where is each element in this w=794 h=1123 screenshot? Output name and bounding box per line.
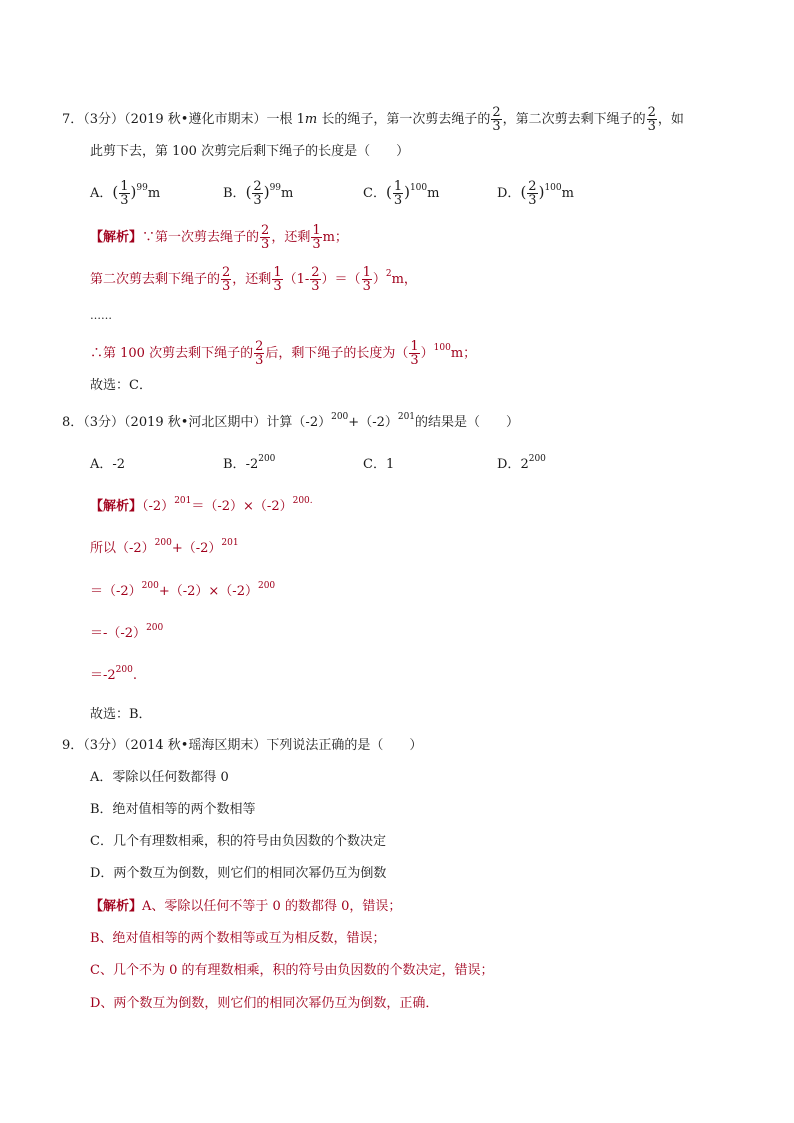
q9-analysis-line3: C、几个不为 0 的有理数相乘，积的符号由负因数的个数决定，错误； [90, 963, 494, 978]
q9-option-d[interactable]: D．两个数互为倒数，则它们的相同次幂仍互为倒数 [90, 866, 387, 881]
q7-score: （3分） [83, 112, 125, 127]
q8-analysis-line1: 【解析】$(-2)^{201}=(-2)\times(-2)^{200.}$ [90, 496, 313, 514]
q7-stem-line2: 此剪下去，第 100 次剪完后剩下绳子的长度是（ ） [90, 144, 410, 159]
q7-analysis-line2: 第二次剪去剩下绳子的 $\frac{2}{3}$ ，还剩 $\frac{1}{3}$ （1- $\frac{2}{3}$ ）＝（ $\frac{1}{3}$ ）$^2$m， [90, 265, 417, 294]
q7-stem-a: 一根 1 [266, 112, 305, 127]
q8-stem: 8．（3分）（2019 秋•河北区期中）计算$(-2)^{200}+(-2)^{201}$的结果是（ ） [62, 412, 520, 430]
analysis-tag: 【解析】 [90, 899, 143, 914]
q7-stem-line1 [62, 106, 684, 133]
q7-option-d[interactable]: D．( $\frac{2}{3}$ )$^{100}$m [497, 179, 574, 208]
q7-fraction-two-thirds: $\frac{2}{3}$ [647, 105, 656, 134]
analysis-tag: 【解析】 [90, 230, 143, 245]
q8-answer: 故选：B． [90, 707, 152, 722]
q7-option-b[interactable]: B．( $\frac{2}{3}$ )$^{99}$m [223, 179, 294, 208]
q8-option-d[interactable]: D．$2^{200}$ [497, 454, 546, 472]
q7-option-c[interactable]: C．( $\frac{1}{3}$ )$^{100}$m [363, 179, 440, 208]
q7-number: 7． [62, 112, 84, 127]
q7-stem-unit: m [304, 112, 318, 127]
q9-option-c[interactable]: C．几个有理数相乘，积的符号由负因数的个数决定 [90, 834, 386, 849]
q8-option-a[interactable]: A．-2 [90, 457, 126, 472]
q7-stem-c: ，第二次剪去剩下绳子的 [502, 112, 646, 127]
q9-option-a[interactable]: A．零除以任何数都得 0 [90, 770, 229, 785]
q8-analysis-line5: $=-2^{200}$. [90, 665, 137, 683]
q9-analysis-line1: 【解析】A、零除以任何不等于 0 的数都得 0，错误； [90, 899, 402, 914]
q9-stem: 9．（3分）（2014 秋•瑶海区期末）下列说法正确的是（ ） [62, 738, 423, 753]
q7-stem-b: 长的绳子，第一次剪去绳子的 [317, 112, 491, 127]
q7-analysis-ellipsis: …… [90, 309, 112, 322]
q7-stem-d: ，如 [657, 112, 684, 127]
q8-analysis-line4: $=-(-2)^{200}$ [90, 623, 164, 641]
analysis-tag: 【解析】 [90, 499, 143, 514]
q7-source: （2019 秋•遵化市期末） [124, 112, 267, 127]
q9-analysis-line4: D、两个数互为倒数，则它们的相同次幂仍互为倒数，正确． [90, 996, 439, 1011]
q7-analysis-line1: 【解析】∵第一次剪去绳子的 $\frac{2}{3}$ ，还剩 $\frac{1}{3}$ m； [90, 223, 348, 252]
q7-option-a[interactable]: A．( $\frac{1}{3}$ )$^{99}$m [90, 179, 161, 208]
q8-analysis-line2: 所以$(-2)^{200}+(-2)^{201}$ [90, 538, 239, 556]
q8-option-b[interactable]: B．$-2^{200}$ [223, 454, 276, 472]
q8-analysis-line3: $=(-2)^{200}+(-2)\times(-2)^{200}$ [90, 581, 276, 599]
q9-analysis-line2: B、绝对值相等的两个数相等或互为相反数，错误； [90, 931, 386, 946]
q9-option-b[interactable]: B．绝对值相等的两个数相等 [90, 802, 256, 817]
q7-analysis-line4: ∴第 100 次剪去剩下绳子的 $\frac{2}{3}$ 后，剩下绳子的长度为（ $\frac{1}{3}$ ）$^{100}$m； [90, 339, 477, 368]
q7-answer: 故选：C． [90, 378, 152, 393]
q8-option-c[interactable]: C．1 [363, 457, 395, 472]
q8-number: 8． [62, 415, 84, 430]
q7-fraction-two-thirds: $\frac{2}{3}$ [492, 105, 501, 134]
